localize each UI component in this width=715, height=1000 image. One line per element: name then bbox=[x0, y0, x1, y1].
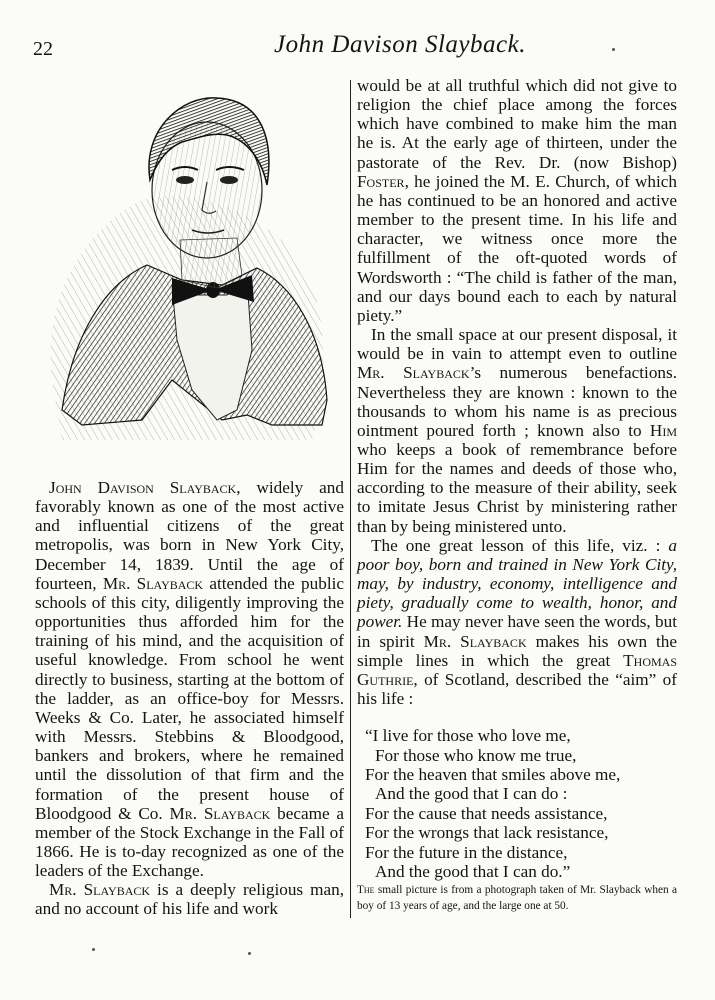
print-speck bbox=[92, 948, 95, 951]
running-title: John Davison Slayback. bbox=[274, 31, 526, 58]
image-caption bbox=[357, 882, 677, 914]
text-run: became a member of the Stock Exchange in the Fall of 1866. He is to-day recognized as one of the leaders of the Exchange. bbox=[35, 803, 345, 881]
poem bbox=[357, 726, 677, 881]
lesson-paragraph bbox=[357, 536, 677, 708]
text-run: ’s numerous benefactions. Nevertheless they are known : known to the thousands to whom his name is as precious ointment poured forth ; known also to bbox=[357, 363, 677, 440]
right-column-text bbox=[357, 76, 677, 881]
text-run: makes his own the simple lines in which the great bbox=[357, 631, 677, 670]
text-run: attended the public schools of this city, diligently improving the opportunities thus afforded him for the training of his mind, and the acquisition of useful knowledge. From school he went directly to business, starting at the bottom of the ladder, as an office-boy for Messrs. Weeks & Co. Later, he associated himself with Messrs. Stebbins & Bloodgood, bankers and brokers, where he remained until the dissolution of that firm and the formation of the present house of Bloodgood & Co. bbox=[35, 573, 345, 823]
text-run: , he joined the M. E. Church, of which he has continued to be an honored and active member to the present time. In his life and character, we witness once more the fulfillment of the oft-quoted words of Wordsworth : “The child is father of the man, and our days bound each to each by natural piety.” bbox=[357, 171, 677, 325]
caption-text: small picture is from a photograph taken of Mr. Slayback when a boy of 13 years of age, and the large one at 50. bbox=[357, 884, 677, 912]
subject-name: Mr. Slayback bbox=[49, 880, 151, 900]
benefactions-paragraph bbox=[357, 325, 677, 536]
text-run: The one great lesson of this life, viz. : bbox=[371, 535, 669, 555]
poem-line: For the heaven that smiles above me, bbox=[365, 764, 621, 784]
divine-name: Him bbox=[649, 420, 677, 440]
text-run: is a deeply religious man, and no account of his life and work bbox=[35, 880, 344, 919]
poem-line: For the future in the distance, bbox=[365, 842, 568, 862]
subject-name: Mr. Slayback bbox=[102, 573, 204, 593]
poem-line: And the good that I can do : bbox=[375, 784, 568, 804]
poem-line: For the cause that needs assistance, bbox=[365, 803, 608, 823]
text-run: He may never have seen the words, but in spirit bbox=[357, 612, 677, 651]
left-column-text bbox=[35, 478, 344, 919]
person-name: Thomas Guthrie bbox=[357, 650, 677, 689]
religion-paragraph-continued bbox=[357, 76, 677, 325]
text-run: , of Scotland, described the “aim” of his life : bbox=[357, 669, 677, 708]
lesson-quote: a poor boy, born and trained in New York City, may, by industry, economy, intelligence and piety, gradually come to wealth, honor, and power. bbox=[357, 535, 677, 632]
poem-line: “I live for those who love me, bbox=[365, 726, 571, 746]
portrait-engraving bbox=[22, 80, 340, 460]
text-run: In the small space at our present disposal, it would be in vain to attempt even to outline bbox=[357, 325, 677, 364]
caption-lead: The bbox=[357, 884, 375, 896]
poem-line: And the good that I can do.” bbox=[375, 862, 571, 881]
engraved-portrait-icon bbox=[22, 80, 340, 460]
page-number: 22 bbox=[33, 38, 53, 60]
subject-name: Mr. Slayback bbox=[357, 363, 470, 383]
biography-paragraph bbox=[35, 478, 344, 880]
text-run: , widely and favorably known as one of the most active and influential citizens of the great metropolis, was born in New York City, December 14, 1839. Until the age of fourteen, bbox=[35, 478, 344, 593]
text-run: who keeps a book of remembrance before Him for the names and deeds of those who, according to the measure of their ability, seek to imitate Jesus Christ by ministering rather than by being ministered unto. bbox=[357, 439, 677, 536]
text-run: would be at all truthful which did not give to religion the chief place among the forces which have combined to make him the man he is. At the early age of thirteen, under the pastorate of the Rev. Dr. (now Bishop) bbox=[357, 76, 677, 172]
print-speck bbox=[612, 48, 615, 51]
print-speck bbox=[248, 952, 251, 955]
subject-name: John Davison Slayback bbox=[49, 478, 237, 497]
poem-line: For the wrongs that lack resistance, bbox=[365, 823, 609, 843]
poem-line: For those who know me true, bbox=[375, 745, 577, 765]
person-name: Foster bbox=[357, 171, 405, 191]
subject-name: Mr. Slayback bbox=[423, 631, 527, 651]
religion-paragraph-start bbox=[35, 880, 344, 918]
column-divider bbox=[350, 80, 351, 918]
subject-name: Mr. Slayback bbox=[169, 803, 271, 823]
